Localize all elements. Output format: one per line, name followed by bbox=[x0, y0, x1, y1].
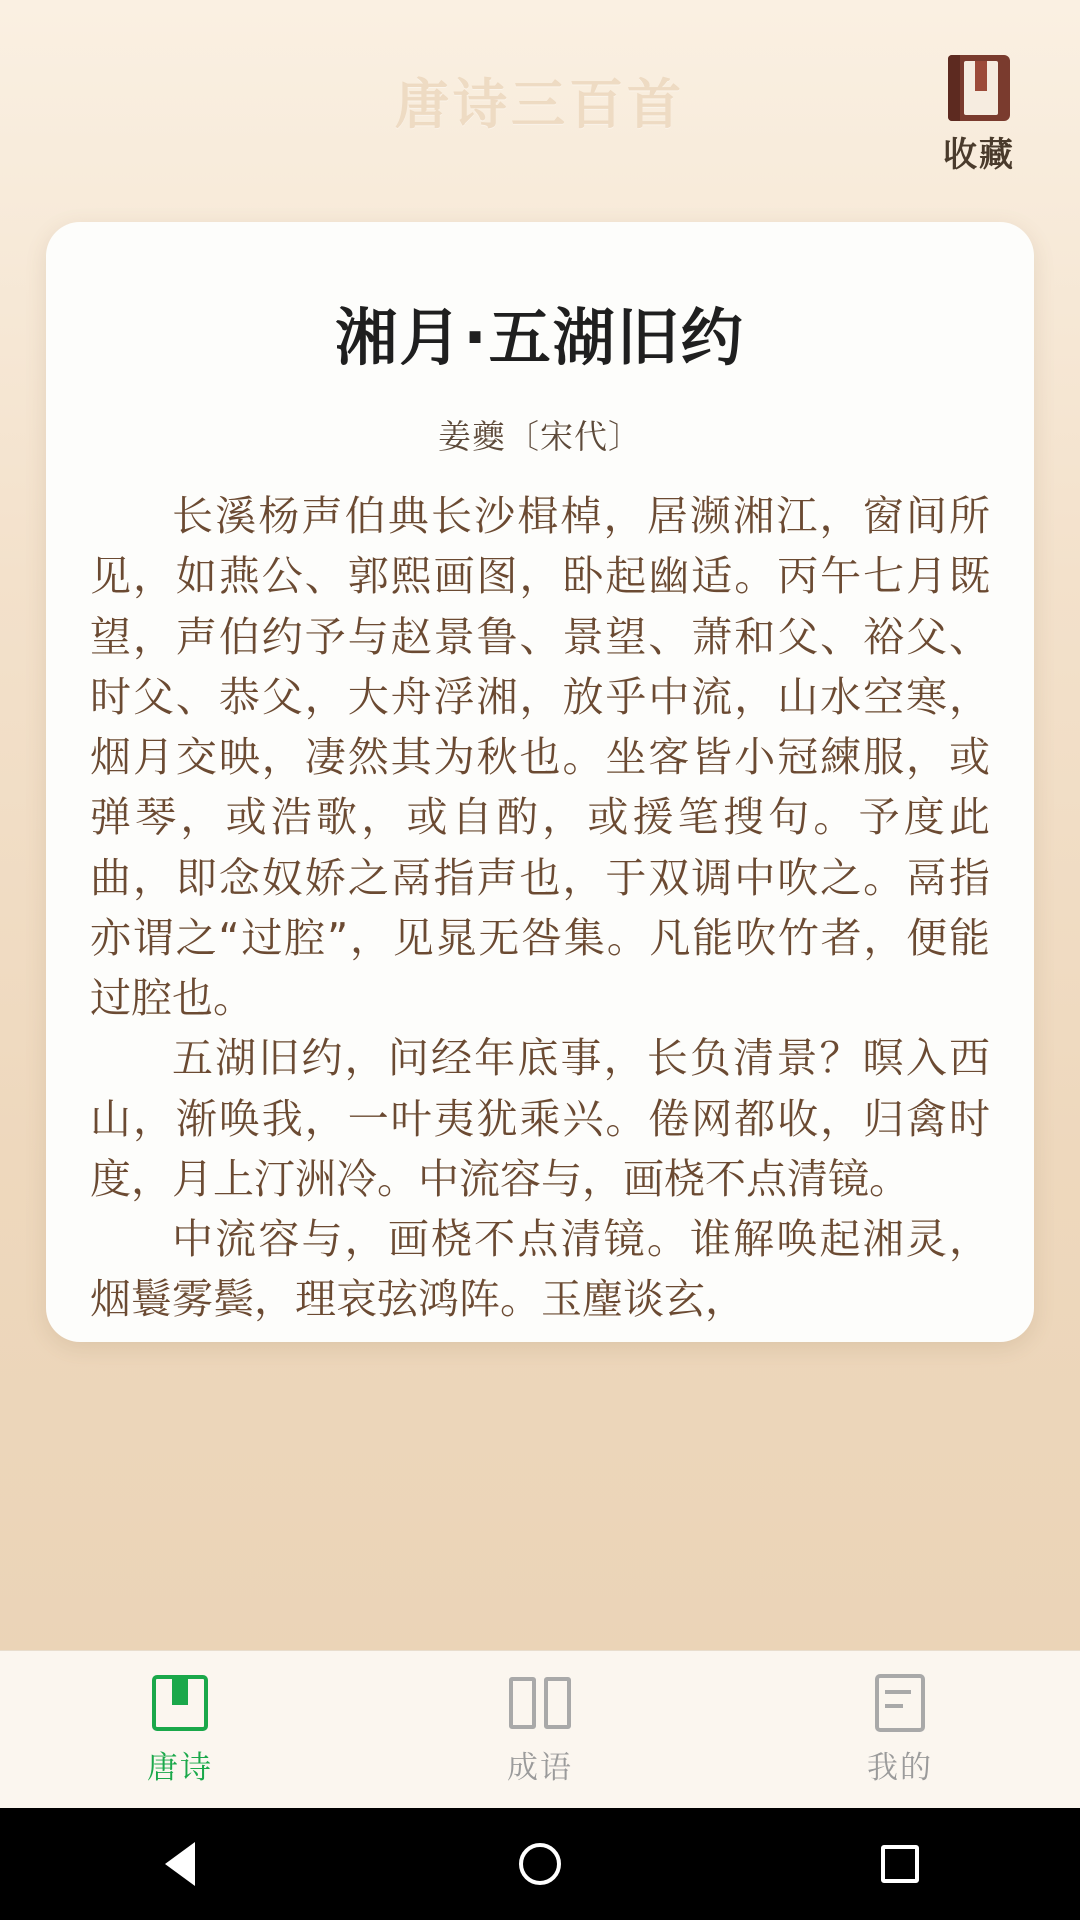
poem-paragraph: 五湖旧约，问经年底事，长负清景？暝入西山，渐唤我，一叶夷犹乘兴。倦网都收，归禽时度，月上汀洲冷。中流容与，画桡不点清镜。 bbox=[90, 1034, 990, 1203]
system-home-button[interactable] bbox=[480, 1808, 600, 1920]
system-recents-button[interactable] bbox=[840, 1808, 960, 1920]
bookmark-book-icon bbox=[948, 55, 1010, 121]
system-back-button[interactable] bbox=[120, 1808, 240, 1920]
favorite-label: 收藏 bbox=[943, 135, 1015, 175]
nav-item-chengyu[interactable] bbox=[360, 1672, 720, 1787]
recents-square-icon bbox=[881, 1845, 919, 1883]
nav-label-tangshi: 唐诗 bbox=[147, 1750, 213, 1786]
poem-paragraph: 中流容与，画桡不点清镜。谁解唤起湘灵，烟鬟雾鬓，理哀弦鸿阵。玉麈谈玄， bbox=[90, 1215, 990, 1324]
android-system-bar bbox=[0, 1808, 1080, 1920]
favorite-button[interactable] bbox=[914, 55, 1044, 176]
bottom-navigation bbox=[0, 1650, 1080, 1808]
nav-item-wode[interactable] bbox=[720, 1672, 1080, 1787]
nav-item-tangshi[interactable] bbox=[0, 1672, 360, 1787]
nav-label-chengyu: 成语 bbox=[507, 1750, 573, 1786]
back-triangle-icon bbox=[165, 1842, 195, 1886]
app-header bbox=[0, 0, 1080, 200]
nav-label-wode: 我的 bbox=[867, 1750, 933, 1786]
poem-card[interactable] bbox=[46, 222, 1034, 1342]
poem-author: 姜夔〔宋代〕 bbox=[438, 417, 642, 456]
poem-title: 湘月·五湖旧约 bbox=[335, 301, 745, 374]
home-circle-icon bbox=[519, 1843, 561, 1885]
open-book-icon bbox=[360, 1672, 720, 1734]
document-icon bbox=[720, 1672, 1080, 1734]
poem-paragraph: 长溪杨声伯典长沙楫棹，居濒湘江，窗间所见，如燕公、郭熙画图，卧起幽适。丙午七月既望，声伯约予与赵景鲁、景望、萧和父、裕父、时父、恭父，大舟浮湘，放乎中流，山水空寒，烟月交映，凄然其为秋也。坐客皆小冠練服，或弹琴，或浩歌，或自酌，或援笔搜句。予度此曲，即念奴娇之鬲指声也，于双调中吹之。鬲指亦谓之“过腔”，见晁无咎集。凡能吹竹者，便能过腔也。 bbox=[90, 492, 990, 1023]
poem-body bbox=[90, 486, 990, 1330]
app-title: 唐诗三百首 bbox=[395, 73, 685, 136]
bookmark-icon bbox=[0, 1672, 360, 1734]
